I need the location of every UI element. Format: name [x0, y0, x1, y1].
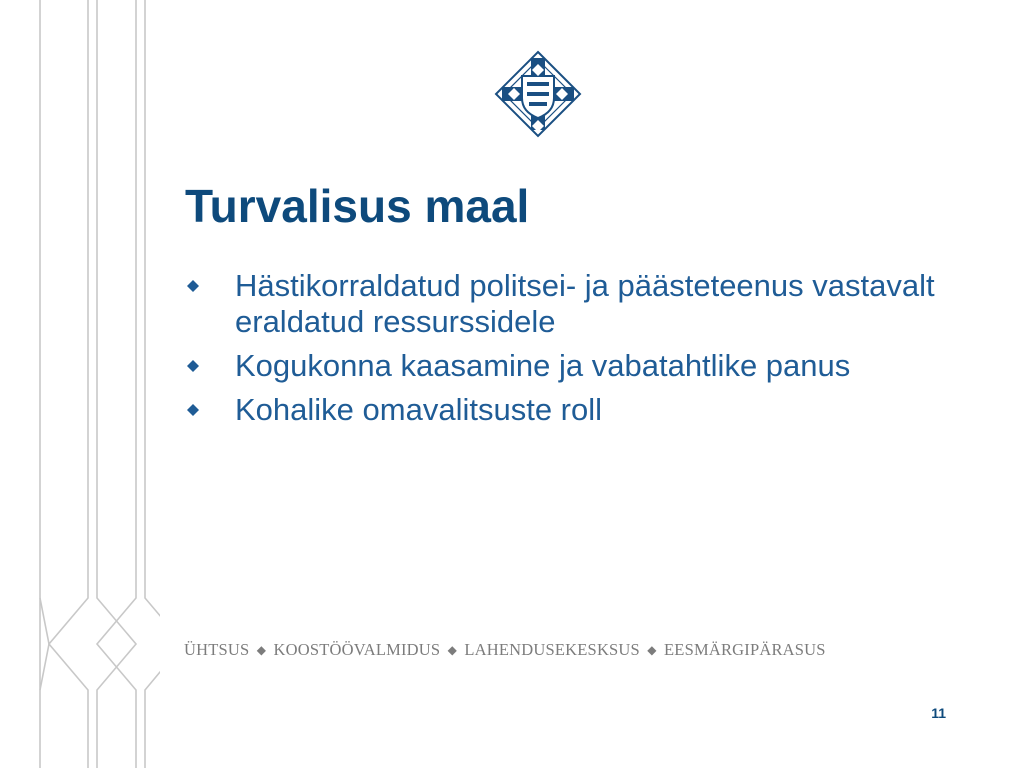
bullet-item [185, 392, 945, 428]
motto-separator: ◆ [256, 643, 267, 657]
motto-separator: ◆ [647, 643, 657, 657]
motto-word: LAHENDUSEKESKSUS [464, 640, 640, 659]
motto-word: KOOSTÖÖVALMIDUS [273, 640, 441, 659]
diamond-bullet-icon [187, 404, 199, 416]
bullet-text: Kogukonna kaasamine ja vabatahtlike panus [235, 348, 851, 383]
slide-title: Turvalisus maal [185, 180, 530, 232]
bullet-text: Kohalike omavalitsuste roll [235, 392, 603, 427]
diamond-bullet-icon [187, 360, 199, 372]
motto-separator: ◆ [447, 643, 458, 657]
motto-word: EESMÄRGIPÄRASUS [664, 640, 826, 659]
bullet-list [185, 268, 945, 436]
bullet-item [185, 348, 945, 384]
side-ornament [0, 0, 160, 768]
page-number: 11 [931, 705, 946, 721]
bullet-item [185, 268, 945, 340]
bullet-text: Hästikorraldatud politsei- ja päästeteenus vastavalt eraldatud ressurssidele [235, 268, 935, 339]
estonian-coat-of-arms-emblem-icon [494, 50, 582, 138]
motto-footer [184, 640, 826, 660]
diamond-bullet-icon [187, 280, 199, 292]
motto-word: ÜHTSUS [184, 640, 250, 659]
